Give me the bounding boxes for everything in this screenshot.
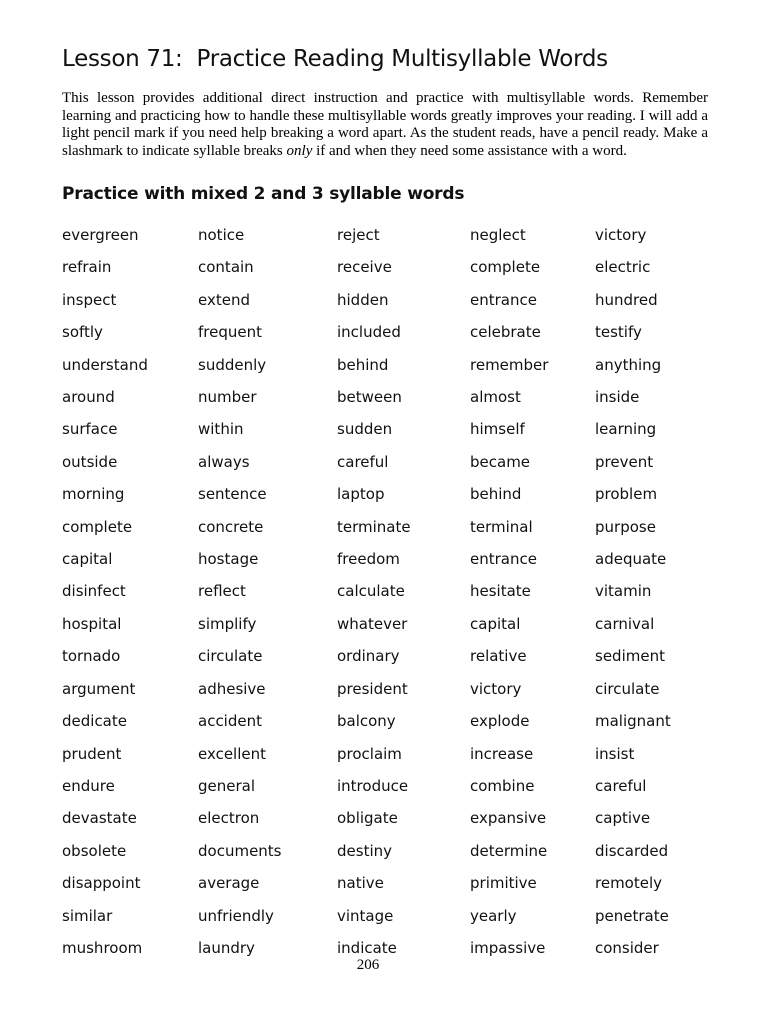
- word-cell: remotely: [595, 874, 663, 893]
- word-cell: receive: [337, 258, 392, 277]
- word-cell: entrance: [470, 290, 537, 309]
- word-cell: remember: [470, 355, 549, 374]
- word-cell: careful: [337, 452, 389, 471]
- word-cell: included: [337, 323, 401, 342]
- word-cell: became: [470, 452, 531, 471]
- word-cell: disappoint: [62, 874, 141, 893]
- word-cell: discarded: [595, 841, 669, 860]
- word-cell: entrance: [470, 550, 537, 569]
- word-cell: contain: [198, 258, 254, 277]
- word-cell: president: [337, 679, 408, 698]
- word-cell: vintage: [337, 906, 394, 925]
- word-cell: complete: [470, 258, 541, 277]
- word-cell: capital: [470, 614, 521, 633]
- word-cell: carnival: [595, 614, 655, 633]
- word-cell: learning: [595, 420, 657, 439]
- word-cell: terminal: [470, 517, 533, 536]
- word-cell: notice: [198, 226, 245, 244]
- word-cell: yearly: [470, 906, 517, 925]
- word-cell: sediment: [595, 647, 665, 666]
- word-cell: hospital: [62, 614, 122, 633]
- word-cell: reject: [337, 226, 380, 244]
- word-cell: calculate: [337, 582, 405, 601]
- word-cell: almost: [470, 388, 521, 407]
- word-cell: circulate: [595, 679, 660, 698]
- word-cell: celebrate: [470, 323, 541, 342]
- word-grid: [62, 226, 722, 971]
- word-cell: insist: [595, 744, 635, 763]
- word-cell: captive: [595, 809, 651, 828]
- lesson-title: Lesson 71: Practice Reading Multisyllable Words: [62, 46, 608, 72]
- word-cell: concrete: [198, 517, 264, 536]
- word-cell: penetrate: [595, 906, 669, 925]
- page-number: 206: [356, 957, 380, 973]
- word-cell: hundred: [595, 290, 658, 309]
- word-cell: anything: [595, 355, 662, 374]
- word-cell: morning: [62, 485, 125, 504]
- word-cell: devastate: [62, 809, 137, 828]
- word-cell: always: [198, 452, 250, 471]
- word-cell: softly: [62, 323, 103, 342]
- word-cell: documents: [198, 841, 282, 860]
- word-cell: hidden: [337, 290, 389, 309]
- intro-paragraph: [62, 90, 708, 160]
- word-cell: impassive: [470, 938, 546, 957]
- word-cell: introduce: [337, 776, 409, 795]
- word-cell: testify: [595, 323, 642, 342]
- word-cell: number: [198, 388, 257, 407]
- word-cell: primitive: [470, 874, 537, 893]
- word-cell: neglect: [470, 226, 526, 244]
- word-cell: argument: [62, 679, 136, 698]
- word-cell: inspect: [62, 290, 117, 309]
- word-cell: capital: [62, 550, 113, 569]
- word-cell: terminate: [337, 517, 411, 536]
- word-cell: within: [198, 420, 244, 439]
- word-cell: obligate: [337, 809, 398, 828]
- word-cell: extend: [198, 290, 250, 309]
- section-heading: Practice with mixed 2 and 3 syllable words: [62, 184, 465, 204]
- word-cell: relative: [470, 647, 527, 666]
- word-cell: accident: [198, 712, 262, 731]
- word-cell: explode: [470, 712, 530, 731]
- word-cell: increase: [470, 744, 534, 763]
- word-cell: average: [198, 874, 260, 893]
- word-cell: consider: [595, 938, 659, 957]
- word-cell: similar: [62, 906, 113, 925]
- word-cell: endure: [62, 776, 115, 795]
- word-cell: evergreen: [62, 226, 139, 244]
- word-cell: circulate: [198, 647, 263, 666]
- word-cell: problem: [595, 485, 658, 504]
- word-cell: determine: [470, 841, 548, 860]
- word-cell: behind: [470, 485, 522, 504]
- word-cell: understand: [62, 355, 148, 374]
- word-cell: victory: [470, 679, 522, 698]
- word-cell: unfriendly: [198, 906, 274, 925]
- word-cell: native: [337, 874, 384, 893]
- word-cell: laptop: [337, 485, 385, 504]
- word-cell: malignant: [595, 712, 671, 731]
- word-cell: whatever: [337, 614, 408, 633]
- word-cell: careful: [595, 776, 647, 795]
- word-cell: balcony: [337, 712, 396, 731]
- word-cell: excellent: [198, 744, 267, 763]
- word-cell: tornado: [62, 647, 121, 666]
- word-cell: obsolete: [62, 841, 127, 860]
- word-cell: victory: [595, 226, 647, 244]
- word-cell: complete: [62, 517, 133, 536]
- word-cell: reflect: [198, 582, 246, 601]
- word-cell: hostage: [198, 550, 259, 569]
- word-cell: suddenly: [198, 355, 267, 374]
- word-cell: between: [337, 388, 402, 407]
- word-cell: proclaim: [337, 744, 402, 763]
- word-cell: prevent: [595, 452, 654, 471]
- word-cell: disinfect: [62, 582, 126, 601]
- word-cell: adequate: [595, 550, 667, 569]
- word-cell: electron: [198, 809, 260, 828]
- word-cell: freedom: [337, 550, 400, 569]
- intro-text-before: This lesson provides additional direct instruction and practice with multisyllable words. Remember learning and practicing how to handle these multisyllable words greatly improves your reading. I will add a light pencil mark if you need help breaking a word apart. As the student reads, have a pencil ready. Make a slashmark to indicate syllable breaks: [62, 90, 708, 159]
- word-cell: general: [198, 776, 256, 795]
- word-cell: ordinary: [337, 647, 400, 666]
- intro-italic-word: only: [286, 142, 313, 159]
- word-cell: around: [62, 388, 115, 407]
- word-cell: simplify: [198, 614, 257, 633]
- word-cell: outside: [62, 452, 118, 471]
- word-cell: sentence: [198, 485, 267, 504]
- word-cell: sudden: [337, 420, 393, 439]
- word-cell: dedicate: [62, 712, 127, 731]
- word-cell: vitamin: [595, 582, 652, 601]
- word-cell: behind: [337, 355, 389, 374]
- word-cell: prudent: [62, 744, 122, 763]
- intro-text-after: if and when they need some assistance with a word.: [312, 142, 627, 159]
- word-cell: destiny: [337, 841, 392, 860]
- word-cell: indicate: [337, 938, 397, 957]
- word-cell: refrain: [62, 258, 112, 277]
- word-cell: himself: [470, 420, 525, 439]
- word-cell: inside: [595, 388, 640, 407]
- word-cell: electric: [595, 258, 651, 277]
- word-cell: mushroom: [62, 938, 143, 957]
- word-cell: combine: [470, 776, 535, 795]
- word-cell: purpose: [595, 517, 656, 536]
- word-cell: laundry: [198, 938, 255, 957]
- word-cell: frequent: [198, 323, 262, 342]
- word-cell: hesitate: [470, 582, 531, 601]
- word-cell: adhesive: [198, 679, 266, 698]
- word-cell: surface: [62, 420, 118, 439]
- word-cell: expansive: [470, 809, 547, 828]
